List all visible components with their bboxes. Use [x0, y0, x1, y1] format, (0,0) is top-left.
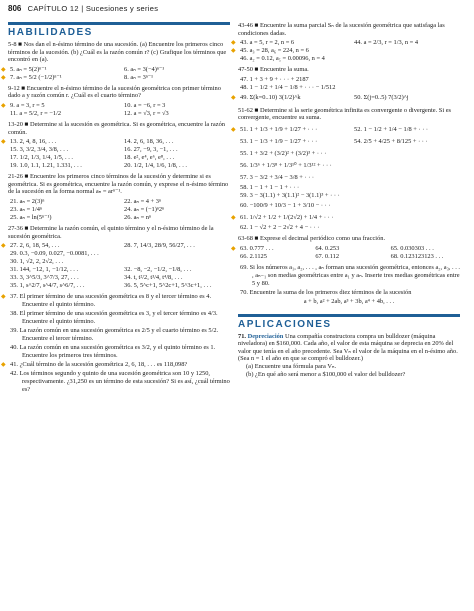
exercise: 25. aₙ = ln(5ⁿ⁻¹): [10, 213, 52, 221]
exercise: [352, 55, 460, 63]
exercise: ◆ 61. 1/√2 + 1/2 + 1/(2√2) + 1/4 + · · ·: [231, 213, 334, 221]
instructions-9-12: 9-12 ■ Encuentre el n-ésimo término de la sucesión geométrica con primer término dado a y razón común r. ¿Cuál es el cuarto término?: [8, 84, 221, 100]
exercise-group-13-20: [1, 138, 230, 170]
exercise: 6. aₙ = 3(−4)ⁿ⁻¹: [124, 65, 165, 73]
exercise-group-21-26: [8, 198, 230, 222]
exercise: 29. 0.3, −0.09, 0.027, −0.0081, . . .: [10, 250, 99, 258]
exercise-group-27-36: [1, 242, 230, 290]
exercise: 10. a = −6, r = 3: [124, 101, 166, 109]
exercise: 55. 1 + 3/2 + (3/2)² + (3/2)³ + · · ·: [240, 149, 327, 157]
exercise: ◆ 27. 2, 6, 18, 54, . . .: [1, 242, 60, 250]
exercise: [352, 84, 460, 92]
exercise: 22. aₙ = 4 + 3ⁿ: [124, 197, 161, 205]
exercise: ◆ 9. a = 3, r = 5: [1, 101, 45, 109]
exercise: [352, 184, 460, 192]
exercise: 33. 3, 3^5/3, 3^7/3, 27, . . .: [10, 274, 79, 282]
page-header: [8, 4, 466, 20]
exercise: 54. 2/5 + 4/25 + 8/125 + · · ·: [354, 137, 428, 145]
exercise-37: ◆ 37. El primer término de una sucesión geométrica es 8 y el tercer término es 4. Encuentre el quinto término.: [1, 293, 212, 309]
exercise-part-a: (a) Encuentre una fórmula para Vₙ.: [246, 362, 337, 370]
exercise: 68. 0.123123123 . . .: [390, 252, 444, 260]
exercise: 35. 1, s^2/7, s^4/7, s^6/7, . . .: [10, 282, 85, 290]
exercise: 17. 1/2, 1/3, 1/4, 1/5, . . .: [10, 154, 74, 162]
exercise: 67. 0.112: [315, 252, 340, 260]
section-title-habilidades: HABILIDADES: [8, 22, 230, 38]
exercise: ◆ 63. 0.777 . . .: [231, 244, 274, 252]
exercise-topic: Depreciación: [247, 332, 284, 340]
exercise: 28. 7, 14/3, 28/9, 56/27, . . .: [124, 242, 195, 250]
exercise-group-5-8: [1, 65, 230, 82]
instructions-51-62: 51-62 ■ Determine si la serie geométrica infinita es convergente o divergente. Si es convergente, encuentre su suma.: [238, 106, 452, 122]
exercise: ◆ 45. a₃ = 28, a₆ = 224, n = 6: [231, 47, 309, 55]
exercise: 30. 1, √2, 2, 2√2, . . .: [10, 258, 64, 266]
instructions-43-46: 43-46 ■ Encuentre la suma parcial Sₙ de la sucesión geométrica que satisfaga las condiciones dadas.: [238, 22, 445, 37]
left-column: [1, 22, 230, 395]
exercise: 60. −100/9 + 10/3 − 1 + 3/10 − · · ·: [240, 201, 331, 209]
exercise: 62. 1 − √2 + 2 − 2√2 + 4 − · · ·: [240, 223, 320, 231]
exercise-39: 39. La razón común en una sucesión geométrica es 2/5 y el cuarto término es 5/2. Encuentre el tercer término.: [10, 327, 219, 343]
exercise-part-b: (b) ¿En qué año será menor a $100,000 el valor del bulldozer?: [246, 370, 406, 378]
exercise-group-51-62: [231, 124, 460, 232]
exercise: 11. a = 5/2, r = −1/2: [10, 109, 62, 117]
exercise: 8. aₙ = 3ⁿ⁻¹: [124, 73, 154, 81]
exercise: 18. e², e⁴, e⁶, e⁸, . . .: [124, 154, 175, 162]
exercise-number: 71.: [238, 332, 246, 340]
exercise: 14. 2, 6, 18, 36, . . .: [124, 138, 174, 146]
instructions-63-68: 63-68 ■ Exprese el decimal periódico como una fracción.: [238, 234, 386, 242]
exercise-group-43-46: [231, 39, 460, 63]
exercise: [352, 148, 460, 160]
exercise-42: 42. Los términos segundo y quinto de una sucesión geométrica son 10 y 1250, respectivamente. ¿31,250 es un término de esta sucesión? Si es así, ¿cuál término es?: [10, 370, 230, 394]
exercise: 21. aₙ = 2(3)ⁿ: [10, 197, 45, 205]
exercise: [122, 250, 230, 258]
exercise: 58. 1 − 1 + 1 − 1 + · · ·: [240, 183, 300, 191]
exercise: 31. 144, −12, 1, −1/12, . . .: [10, 266, 79, 274]
exercise: [352, 224, 460, 232]
exercise: 50. Σ(j=0..5) 7(3/2)^j: [354, 93, 409, 101]
exercise-text: Una compañía constructora compra un bulldozer (máquina niveladora) en $160,000. Cada año, el valor de esta máquina se deprecia en 20% del valor que tenía en el año precedente. Sea Vₙ el valor de la máquina en el n-ésimo año. (Sea n = 1 el año en que se compró el bulldozer.): [238, 332, 458, 363]
exercise: [352, 76, 460, 84]
exercise-71: [238, 333, 460, 379]
exercise: 47. 1 + 3 + 9 + · · · + 2187: [240, 75, 309, 83]
exercise: 34. t, t²/2, t³/4, t⁴/8, . . .: [124, 274, 183, 282]
exercise: [352, 212, 460, 224]
instructions-47-50: 47-50 ■ Encuentre la suma.: [238, 66, 309, 74]
exercise: 32. −8, −2, −1/2, −1/8, . . .: [124, 266, 192, 274]
exercise: 44. a = 2/3, r = 1/3, n = 4: [354, 39, 419, 47]
exercise: 19. 1.0, 1.1, 1.21, 1.331, . . .: [10, 162, 82, 170]
exercise: 15. 3, 3/2, 3/4, 3/8, . . .: [10, 146, 69, 154]
exercise: 64. 0.253: [315, 244, 340, 252]
exercise: [352, 172, 460, 184]
instructions-5-8: 5-8 ■ Nos dan el n-ésimo término de una sucesión. (a) Encuentre los primeros cinco términos de la sucesión. (b) ¿Cuál es la razón común r? (c) Grafique los términos que encontró en (a).: [8, 41, 227, 64]
exercise-group-9-12: [1, 101, 230, 118]
exercise: 16. 27, −9, 3, −1, . . .: [124, 146, 178, 154]
exercise: 57. 3 − 3/2 + 3/4 − 3/8 + · · ·: [240, 173, 315, 181]
exercise: 26. aₙ = nⁿ: [124, 213, 151, 221]
exercise: 24. aₙ = (−1)ⁿ2ⁿ: [124, 205, 165, 213]
exercise: 53. 1 − 1/3 + 1/9 − 1/27 + · · ·: [240, 137, 318, 145]
exercise: ◆ 43. a = 5, r = 2, n = 6: [231, 39, 295, 47]
exercise: [352, 200, 460, 212]
exercise: ◆ 7. aₙ = 5/2 (−1/2)ⁿ⁻¹: [1, 73, 62, 81]
exercise: [352, 192, 460, 200]
exercise-69: 69. Si los números a₁, a₂, . . . , aₙ forman una sucesión geométrica, entonces a₂, a₃, . . . , aₙ₋₁ son medias geométricas entre a₁ y aₙ. Inserte tres medias geométricas entre 5 y 80.: [240, 263, 460, 287]
exercise: 20. 1/2, 1/4, 1/6, 1/8, . . .: [124, 162, 188, 170]
exercise: 48. 1 − 1/2 + 1/4 − 1/8 + · · · − 1/512: [240, 83, 336, 91]
exercise: 65. 0.030303 . . .: [390, 244, 434, 252]
right-column: [231, 22, 460, 378]
exercise: 23. aₙ = 1/4ⁿ: [10, 205, 42, 213]
page-number: 806: [8, 4, 22, 13]
exercise: 66. 2.1125: [240, 252, 267, 260]
exercise: ◆ 51. 1 + 1/3 + 1/9 + 1/27 + · · ·: [231, 125, 318, 133]
exercise: ◆ 49. Σ(k=0..10) 3(1/2)^k: [231, 93, 301, 101]
exercise-41: ◆ 41. ¿Cuál término de la sucesión geométrica 2, 6, 18, . . . es 118,098?: [1, 361, 188, 369]
exercise: 52. 1 − 1/2 + 1/4 − 1/8 + · · ·: [354, 125, 429, 133]
section-title-aplicaciones: APLICACIONES: [238, 314, 460, 330]
instructions-13-20: 13-20 ■ Determine si la sucesión es geométrica. Si es geométrica, encuentre la razón común.: [8, 120, 225, 136]
exercise-70-sequence: a + b, a² + 2ab, a³ + 3b, a⁴ + 4b, . . .: [303, 297, 395, 305]
exercise-group-47-50: [231, 75, 460, 104]
exercise: 12. a = √3, r = √3: [124, 109, 169, 117]
exercise: ◆ 13. 2, 4, 8, 16, . . .: [1, 138, 57, 146]
exercise: 56. 1/3⁶ + 1/3⁸ + 1/3¹⁰ + 1/3¹² + · · ·: [240, 161, 332, 169]
instructions-27-36: 27-36 ■ Determine la razón común, el quinto término y el n-ésimo término de la sucesión geométrica.: [8, 224, 214, 240]
exercise: [122, 258, 230, 266]
instructions-21-26: 21-26 ■ Encuentre los primeros cinco términos de la sucesión y determine si es geométrica. Si es geométrica, encuentre la razón común, y exprese el n-ésimo término de la sucesión en la forma normal aₙ = arⁿ⁻¹.: [8, 173, 229, 196]
exercise: [352, 47, 460, 55]
exercise: 46. a₂ = 0.12, a₅ = 0.00096, n = 4: [240, 55, 325, 63]
exercise-40: 40. La razón común en una sucesión geométrica es 3/2, y el quinto término es 1. Encuentre los primeros tres términos.: [10, 344, 216, 360]
chapter-title: CAPÍTULO 12 | Sucesiones y series: [27, 4, 159, 13]
exercise-38: 38. El primer término de una sucesión geométrica es 3, y el tercer término es 4/3. Encuentre el quinto término.: [10, 310, 218, 326]
exercise: ◆ 5. aₙ = 5(2)ⁿ⁻¹: [1, 65, 47, 73]
exercise-70: 70. Encuentre la suma de los primeros diez términos de la sucesión: [240, 288, 412, 296]
exercise: [352, 160, 460, 172]
exercise-group-63-68: [231, 244, 460, 261]
exercise: 36. 5, 5^c+1, 5^2c+1, 5^3c+1, . . .: [124, 282, 212, 290]
exercise: 59. 3 − 3(1.1) + 3(1.1)² − 3(1.1)³ + · · ·: [240, 191, 340, 199]
